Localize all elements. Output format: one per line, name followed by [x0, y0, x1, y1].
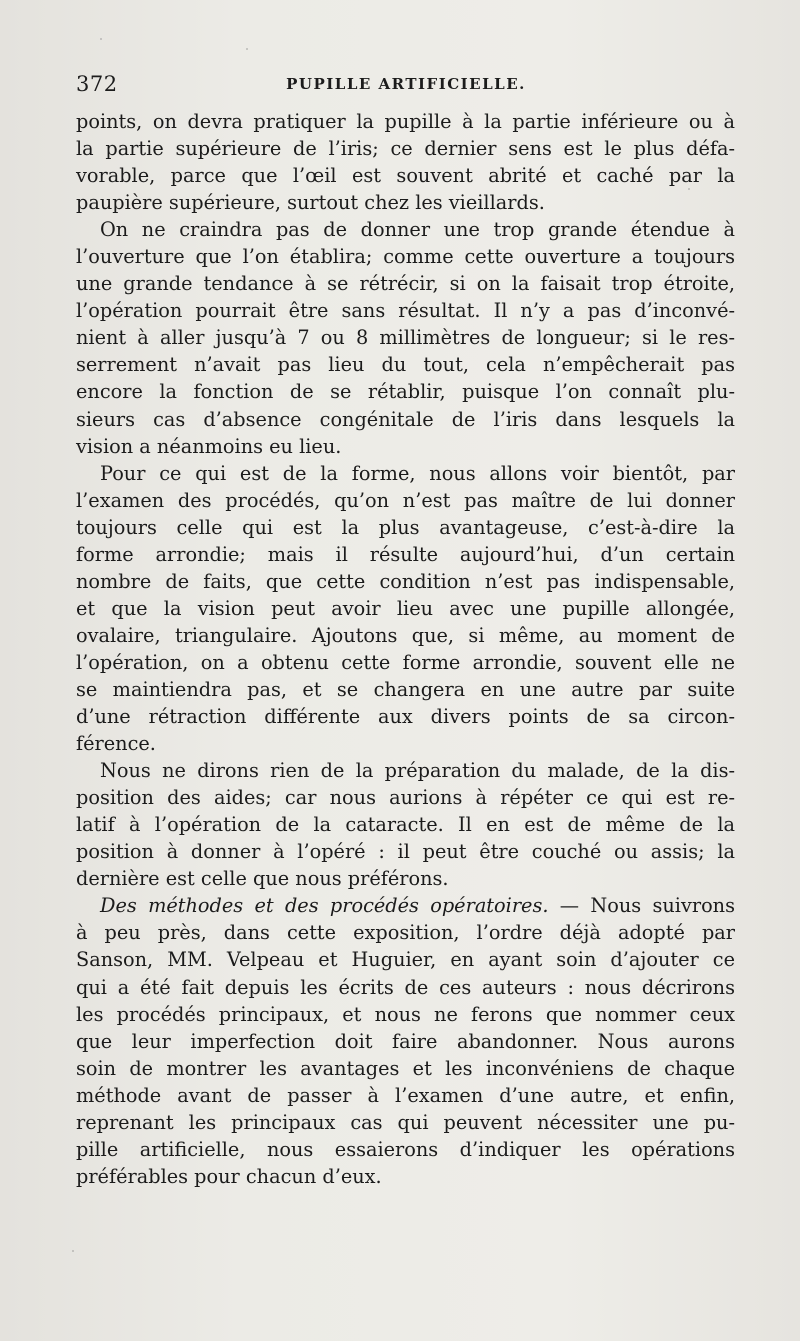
text-line: dernière est celle que nous préférons. [76, 867, 449, 891]
text-line: l’opération, on a obtenu cette forme arrondie, souvent elle ne [76, 650, 735, 674]
text-line: la partie supérieure de l’iris; ce dernier sens est le plus défa- [76, 137, 735, 161]
text-line: une grande tendance à se rétrécir, si on la faisait trop étroite, [76, 272, 735, 296]
text-line: points, on devra pratiquer la pupille à la partie inférieure ou à [76, 110, 735, 133]
text-line: qui a été fait depuis les écrits de ces auteurs : nous décrirons [76, 975, 735, 999]
section-heading: Des méthodes et des procédés opératoires. [100, 894, 549, 918]
text-line: Nous ne dirons rien de la préparation du malade, de la dis- [100, 759, 735, 783]
text-line: méthode avant de passer à l’examen d’une autre, et enfin, [76, 1083, 735, 1107]
body-text [76, 108, 735, 1190]
text-line: férence. [76, 732, 156, 756]
text-line: d’une rétraction différente aux divers points de sa circon- [76, 705, 735, 729]
text-line: ovalaire, triangulaire. Ajoutons que, si même, au moment de [76, 623, 735, 647]
text-line: nient à aller jusqu’à 7 ou 8 millimètres de longueur; si le res- [76, 326, 735, 350]
paper-speck [72, 1250, 74, 1252]
running-title: PUPILLE ARTIFICIELLE. [286, 75, 526, 93]
text-line: l’opération pourrait être sans résultat. Il n’y a pas d’inconvé- [76, 299, 735, 323]
text-line: forme arrondie; mais il résulte aujourd’hui, d’un certain [76, 542, 735, 566]
paper-speck [100, 38, 102, 40]
paragraph-5 [76, 892, 735, 1190]
text-line: position des aides; car nous aurions à répéter ce qui est re- [76, 786, 735, 810]
text-line: se maintiendra pas, et se changera en une autre par suite [76, 677, 735, 701]
paper-speck [246, 48, 248, 50]
text-line: nombre de faits, que cette condition n’est pas indispensable, [76, 569, 735, 593]
text-line: serrement n’avait pas lieu du tout, cela n’empêcherait pas [76, 353, 735, 377]
text-line: préférables pour chacun d’eux. [76, 1164, 382, 1188]
text-line: vision a néanmoins eu lieu. [76, 434, 342, 458]
paragraph-2 [76, 216, 735, 459]
text-line: l’examen des procédés, qu’on n’est pas maître de lui donner [76, 488, 735, 512]
text-line: Pour ce qui est de la forme, nous allons voir bientôt, par [100, 461, 735, 485]
text-line: encore la fonction de se rétablir, puisque l’on connaît plu- [76, 380, 735, 404]
paragraph-4 [76, 757, 735, 892]
paragraph-3 [76, 460, 735, 758]
text-line: Sanson, MM. Velpeau et Huguier, en ayant soin d’ajouter ce [76, 948, 735, 972]
text-line: et que la vision peut avoir lieu avec une pupille allongée, [76, 596, 735, 620]
text-line: l’ouverture que l’on établira; comme cette ouverture a toujours [76, 245, 735, 269]
text-line: toujours celle qui est la plus avantageuse, c’est-à-dire la [76, 515, 735, 539]
text-line: paupière supérieure, surtout chez les vieillards. [76, 191, 545, 215]
text-line: latif à l’opération de la cataracte. Il en est de même de la [76, 813, 735, 837]
page-number: 372 [76, 72, 118, 96]
text-line: soin de montrer les avantages et les inconvéniens de chaque [76, 1056, 735, 1080]
text-line: reprenant les principaux cas qui peuvent nécessiter une pu- [76, 1110, 735, 1134]
text-line: sieurs cas d’absence congénitale de l’iris dans lesquels la [76, 407, 735, 431]
text-line: les procédés principaux, et nous ne ferons que nommer ceux [76, 1002, 735, 1026]
text-line: à peu près, dans cette exposition, l’ordre déjà adopté par [76, 921, 735, 945]
text-line: pille artificielle, nous essaierons d’indiquer les opérations [76, 1137, 735, 1161]
section-heading-continuation: — Nous suivrons [548, 894, 735, 918]
text-line: vorable, parce que l’œil est souvent abrité et caché par la [76, 164, 735, 188]
text-line: On ne craindra pas de donner une trop grande étendue à [100, 218, 735, 242]
paragraph-1 [76, 108, 735, 216]
text-line: position à donner à l’opéré : il peut être couché ou assis; la [76, 840, 735, 864]
page-header [76, 70, 736, 104]
section-heading-line [76, 892, 735, 919]
paper-speck [688, 188, 690, 190]
text-line: que leur imperfection doit faire abandonner. Nous aurons [76, 1029, 735, 1053]
